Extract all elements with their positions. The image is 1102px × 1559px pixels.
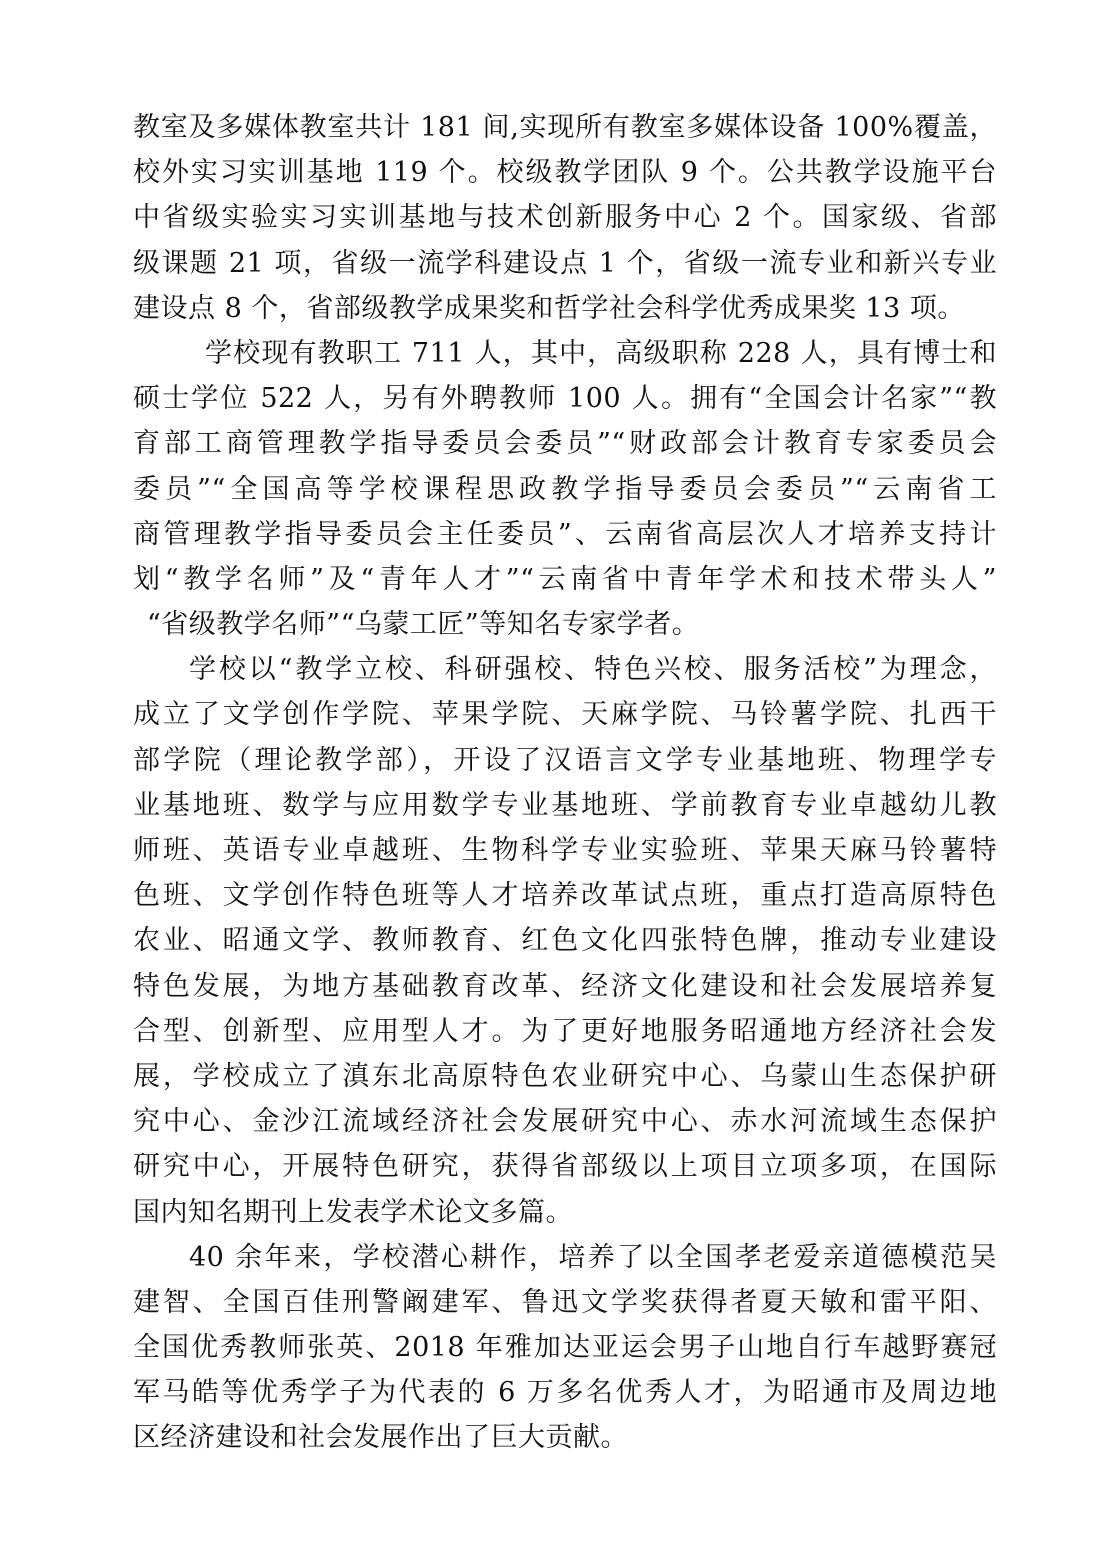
- text-line: 商管理教学指导委员会主任委员”、云南省高层次人才培养支持计: [133, 518, 997, 550]
- text-line: 委员”“全国高等学校课程思政教学指导委员会委员”“云南省工: [133, 473, 997, 505]
- text-line: 展，学校成立了滇东北高原特色农业研究中心、乌蒙山生态保护研: [133, 1060, 997, 1092]
- text-line: 业基地班、数学与应用数学专业基地班、学前教育专业卓越幼儿教: [133, 789, 997, 821]
- text-line: 划“教学名师”及“青年人才”“云南省中青年学术和技术带头人”: [133, 563, 997, 595]
- text-line: 师班、英语专业卓越班、生物科学专业实验班、苹果天麻马铃薯特: [133, 835, 997, 866]
- text-line: 教室及多媒体教室共计 181 间,实现所有教室多媒体设备 100%覆盖，: [133, 112, 997, 143]
- text-line: 级课题 21 项，省级一流学科建设点 1 个，省级一流专业和新兴专业: [133, 247, 997, 279]
- paragraph-philosophy: [133, 647, 997, 1234]
- paragraph-facilities: [133, 105, 997, 331]
- text-line: 究中心、金沙江流域经济社会发展研究中心、赤水河流域生态保护: [133, 1106, 997, 1138]
- text-line: 合型、创新型、应用型人才。为了更好地服务昭通地方经济社会发: [133, 1015, 997, 1047]
- text-line: 建智、全国百佳刑警阚建军、鲁迅文学奖获得者夏天敏和雷平阳、: [133, 1286, 997, 1318]
- text-line: 部学院（理论教学部），开设了汉语言文学专业基地班、物理学专: [133, 744, 997, 776]
- paragraph-alumni: [133, 1235, 997, 1461]
- text-line: “省级教学名师”“乌蒙工匠”等知名专家学者。: [147, 609, 700, 641]
- text-line: 校外实习实训基地 119 个。校级教学团队 9 个。公共教学设施平台: [133, 157, 997, 189]
- text-line: 学校以“教学立校、科研强校、特色兴校、服务活校”为理念，: [189, 654, 997, 686]
- text-line: 成立了文学创作学院、苹果学院、天麻学院、马铃薯学院、扎西干: [133, 699, 997, 731]
- text-line: 建设点 8 个，省部级教学成果奖和哲学社会科学优秀成果奖 13 项。: [133, 292, 965, 324]
- text-line: 全国优秀教师张英、2018 年雅加达亚运会男子山地自行车越野赛冠: [133, 1332, 997, 1364]
- text-line: 农业、昭通文学、教师教育、红色文化四张特色牌，推动专业建设: [133, 925, 997, 957]
- text-line: 军马皓等优秀学子为代表的 6 万多名优秀人才，为昭通市及周边地: [133, 1377, 997, 1409]
- text-line: 中省级实验实习实训基地与技术创新服务中心 2 个。国家级、省部: [133, 202, 997, 234]
- text-line: 硕士学位 522 人，另有外聘教师 100 人。拥有“全国会计名家”“教: [133, 383, 997, 415]
- text-line: 学校现有教职工 711 人，其中，高级职称 228 人，具有博士和: [205, 337, 997, 369]
- text-line: 区经济建设和社会发展作出了巨大贡献。: [133, 1422, 628, 1454]
- text-line: 研究中心，开展特色研究，获得省部级以上项目立项多项，在国际: [133, 1151, 997, 1183]
- text-line: 40 余年来，学校潜心耕作，培养了以全国孝老爱亲道德模范吴: [189, 1241, 997, 1273]
- paragraph-faculty: [133, 331, 997, 647]
- text-line: 特色发展，为地方基础教育改革、经济文化建设和社会发展培养复: [133, 970, 997, 1002]
- document-body: [133, 105, 997, 1461]
- text-line: 国内知名期刊上发表学术论文多篇。: [133, 1196, 573, 1228]
- text-line: 育部工商管理教学指导委员会委员”“财政部会计教育专家委员会: [133, 428, 997, 460]
- text-line: 色班、文学创作特色班等人才培养改革试点班，重点打造高原特色: [133, 880, 997, 912]
